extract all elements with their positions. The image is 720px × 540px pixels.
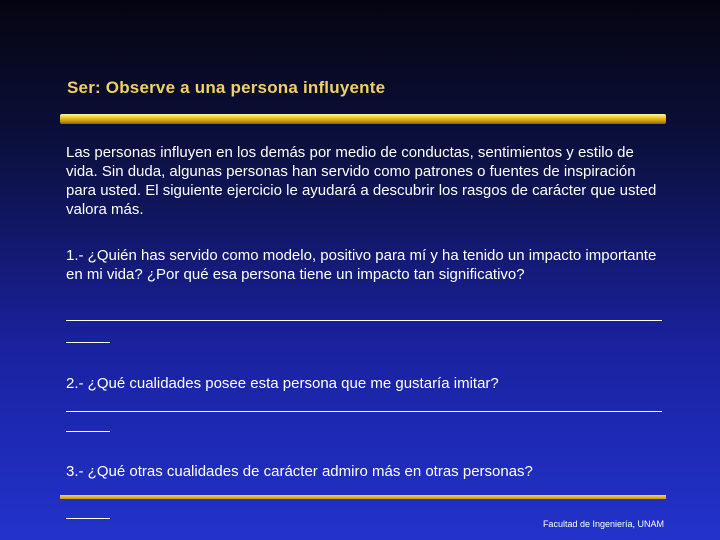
answer-line-3	[60, 495, 666, 499]
question-2: 2.- ¿Qué cualidades posee esta persona que me gustaría imitar?	[66, 375, 499, 392]
title-underline-bar	[60, 114, 666, 124]
question-3: 3.- ¿Qué otras cualidades de carácter admiro más en otras personas?	[66, 463, 533, 480]
intro-paragraph: Las personas influyen en los demás por medio de conductas, sentimientos y estilo de vida. Sin duda, algunas personas han servido como patrones o fuentes de inspiración para usted. El siguiente ejercicio le ayudará a descubrir los rasgos de carácter que usted valora más.	[66, 144, 657, 218]
answer-line-3-continuation	[66, 518, 110, 519]
footer-institution: Facultad de Ingeniería, UNAM	[542, 519, 664, 529]
answer-line-1	[66, 320, 662, 321]
slide-title: Ser: Observe a una persona influyente	[67, 78, 386, 97]
question-1: 1.- ¿Quién has servido como modelo, positivo para mí y ha tenido un impacto importante en mi vida? ¿Por qué esa persona tiene un impacto tan significativo?	[66, 247, 657, 283]
answer-line-1-continuation	[66, 342, 110, 343]
answer-line-2-continuation	[66, 431, 110, 432]
answer-line-2	[66, 411, 662, 412]
